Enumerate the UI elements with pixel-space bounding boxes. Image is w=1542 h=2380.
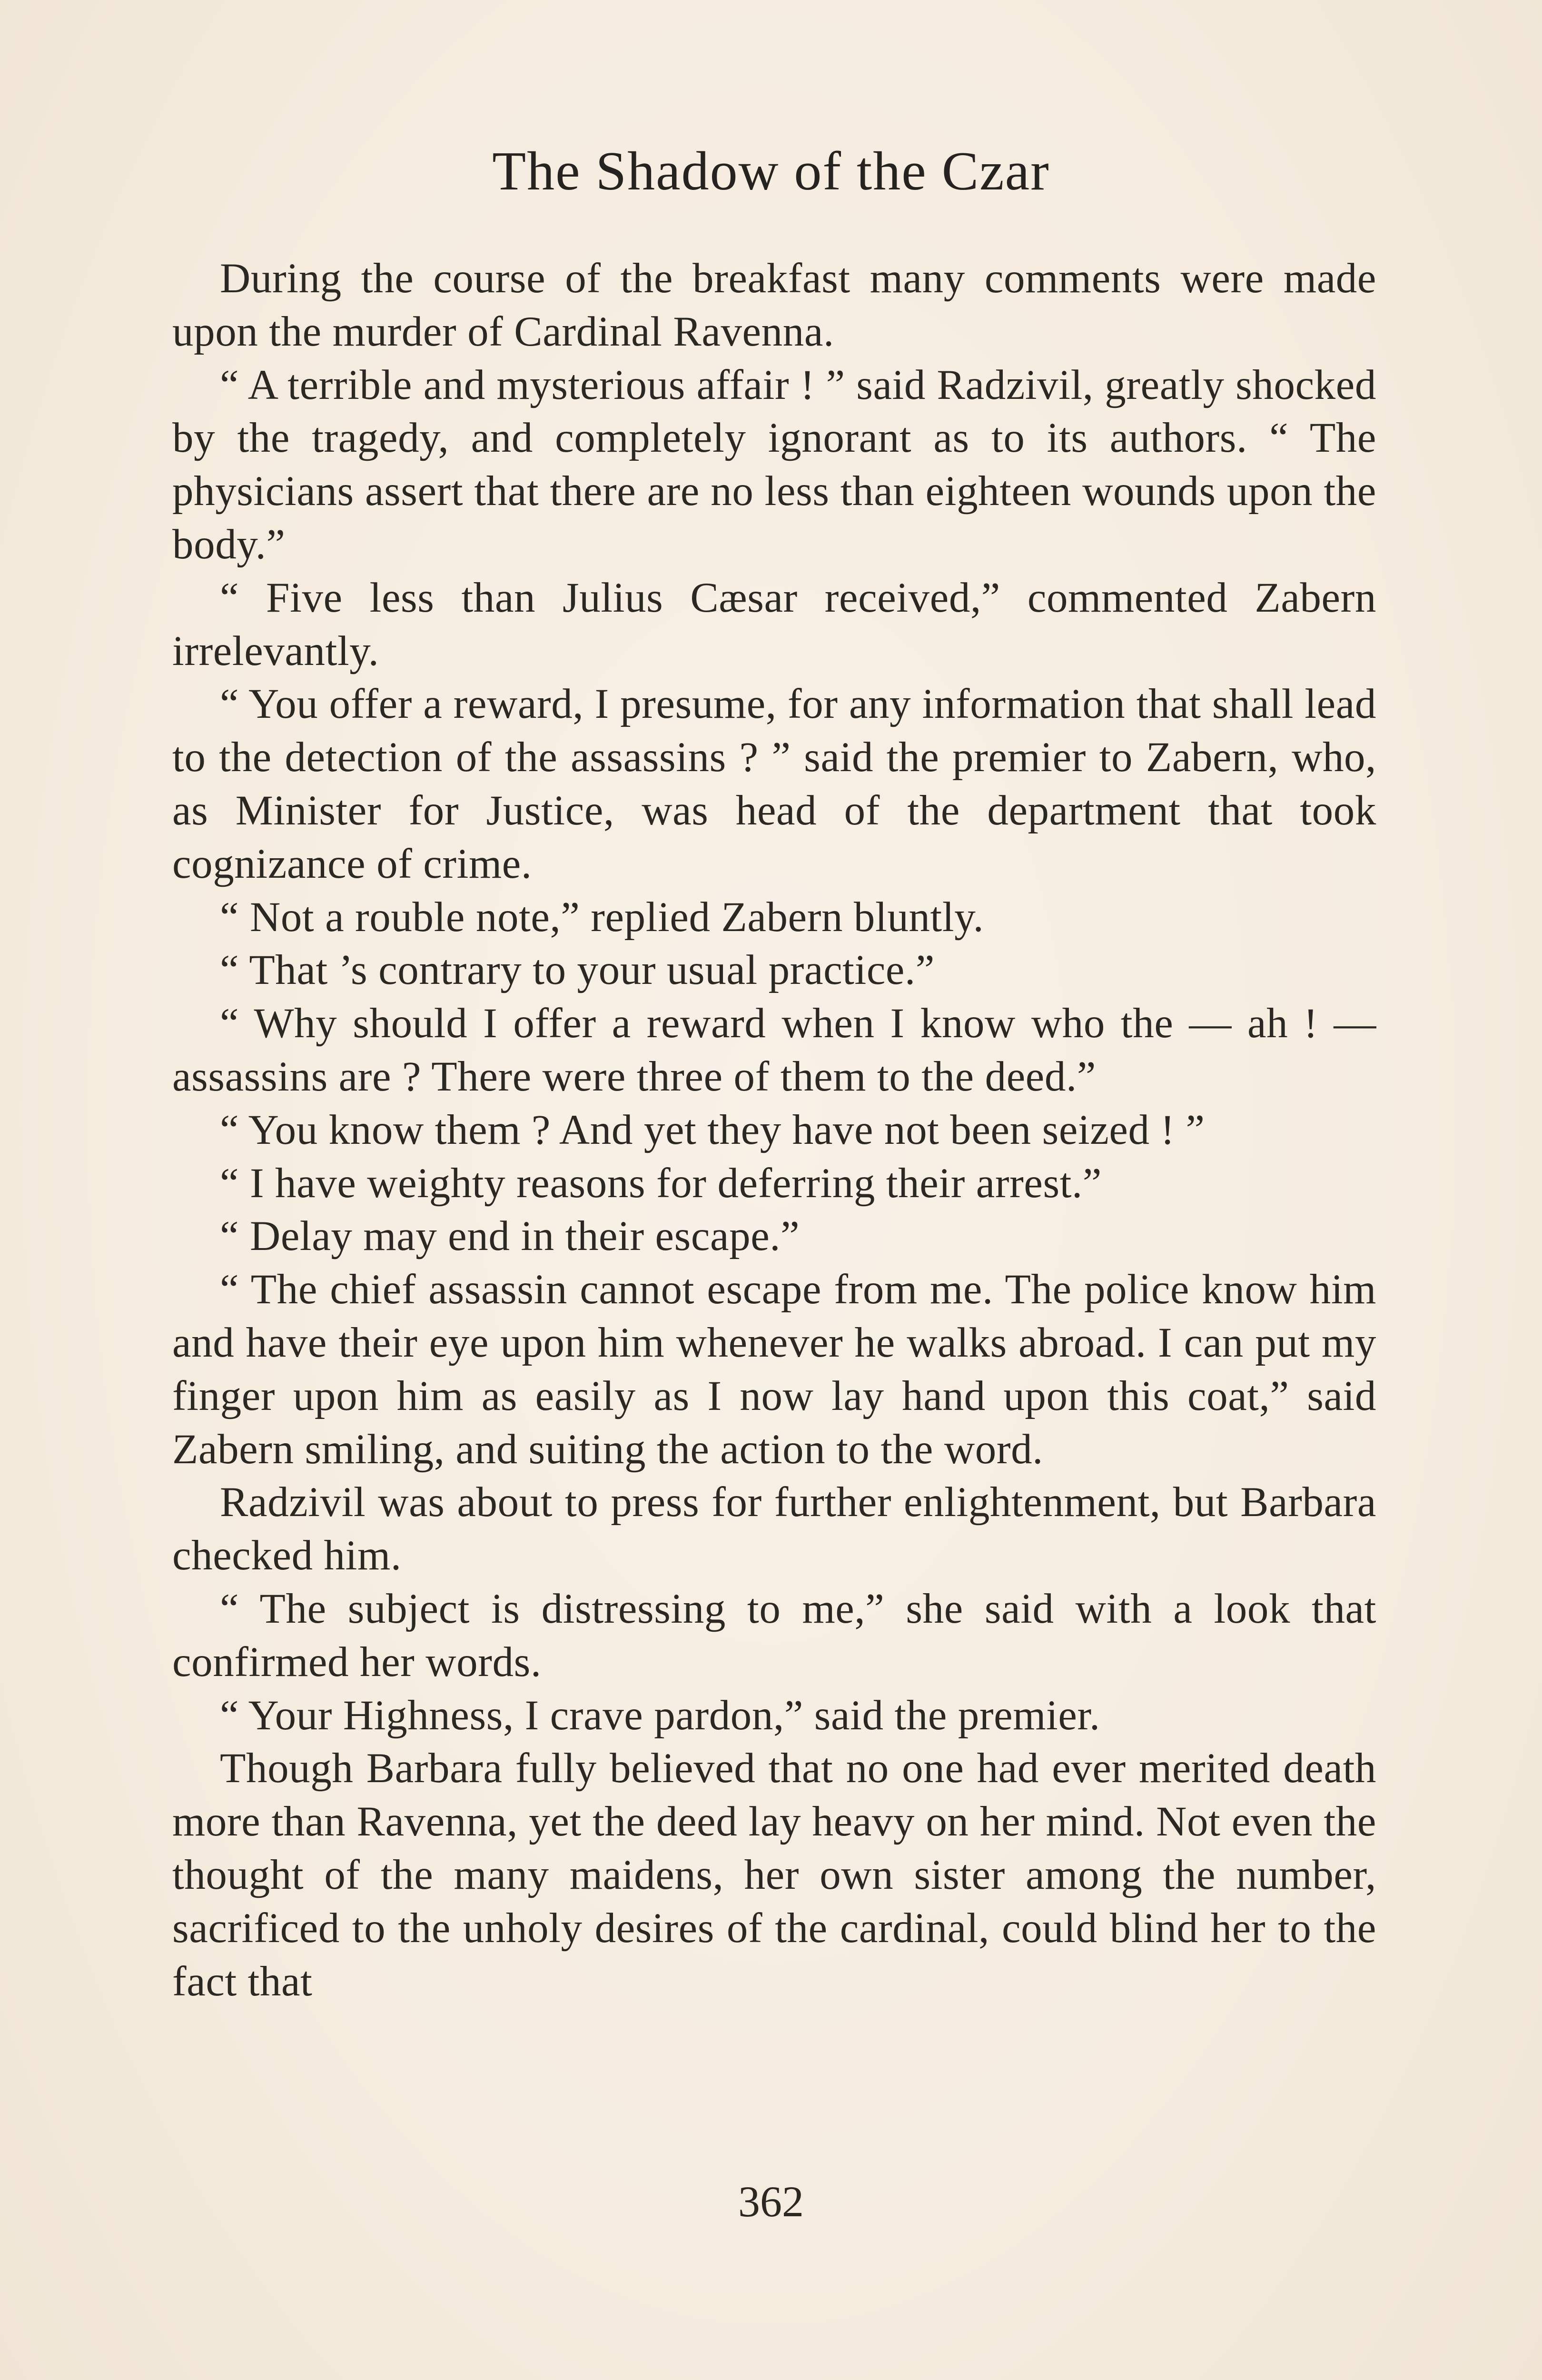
running-title: The Shadow of the Czar: [492, 141, 1050, 202]
paragraph: “ Not a rouble note,” replied Zabern bluntly.: [220, 893, 984, 941]
paragraph: “ The chief assassin cannot escape from me. The police know him and have their eye upon him whenever he walks abroad. I can put my finger upon him as easily as I now lay hand upon this coat,” said Zabern smiling, and suiting the action to the word.: [172, 1266, 1376, 1473]
paragraph: “ That ’s contrary to your usual practice.”: [220, 947, 935, 994]
paragraph: Though Barbara fully believed that no one had ever merited death more than Ravenna, yet the deed lay heavy on her mind. Not even the thought of the many maidens, her own sister among the number, sacrificed to the unholy desires of the cardinal, could blind her to the fact that: [172, 1745, 1376, 2005]
paragraph: Radzivil was about to press for further enlightenment, but Barbara checked him.: [172, 1479, 1376, 1579]
paragraph: “ I have weighty reasons for deferring their arrest.”: [220, 1160, 1102, 1207]
paragraph: “ The subject is distressing to me,” she said with a look that confirmed her words.: [172, 1585, 1376, 1686]
paragraph: “ Your Highness, I crave pardon,” said the premier.: [220, 1692, 1100, 1739]
page-number: 362: [738, 2177, 804, 2226]
paragraph: “ You offer a reward, I presume, for any information that shall lead to the detection of the assassins ? ” said the premier to Zabern, who, as Minister for Justice, was head of the department that took cognizance of crime.: [172, 681, 1376, 887]
paragraph: During the course of the breakfast many comments were made upon the murder of Cardinal Ravenna.: [172, 255, 1376, 355]
paragraph: “ Delay may end in their escape.”: [220, 1213, 800, 1260]
body-text: [172, 252, 1376, 2008]
paragraph: “ You know them ? And yet they have not been seized ! ”: [220, 1106, 1205, 1153]
paragraph: “ Five less than Julius Cæsar received,” commented Zabern irrelevantly.: [172, 574, 1376, 674]
paragraph: “ Why should I offer a reward when I know who the — ah ! — assassins are ? There were three of them to the deed.”: [172, 1000, 1376, 1100]
paragraph: “ A terrible and mysterious affair ! ” said Radzivil, greatly shocked by the tragedy, and completely ignorant as to its authors. “ The physicians assert that there are no less than eighteen wounds upon the body.”: [172, 361, 1376, 568]
